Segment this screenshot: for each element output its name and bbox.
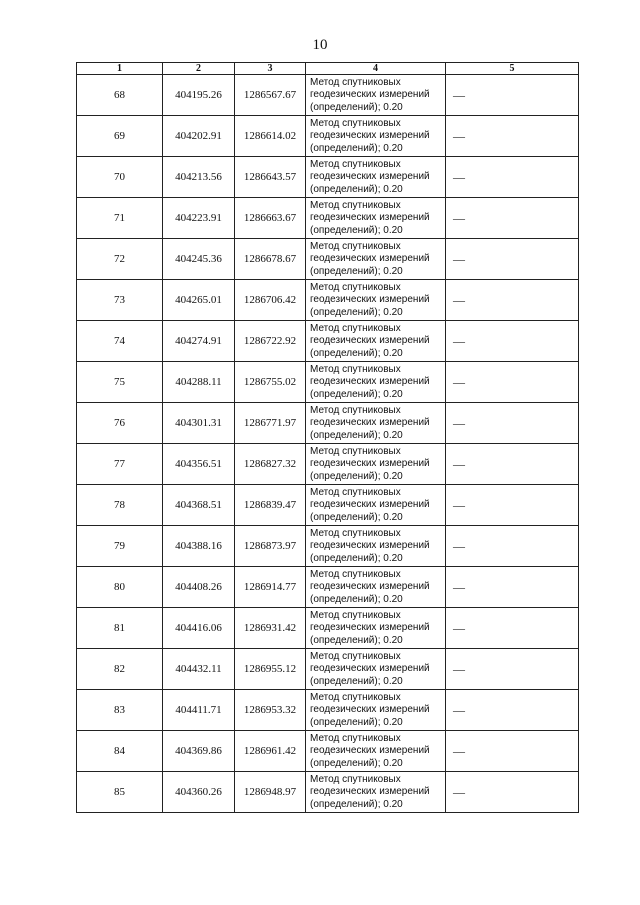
y-coordinate-cell: 1286663.67 [235,198,306,239]
y-coordinate-cell: 1286827.32 [235,444,306,485]
x-coordinate-cell: 404360.26 [163,772,235,813]
table-row [77,649,579,690]
note-cell: — [446,608,579,649]
note-cell: — [446,198,579,239]
column-header: 5 [446,63,579,75]
note-cell: — [446,280,579,321]
column-header: 1 [77,63,163,75]
column-header: 3 [235,63,306,75]
note-cell: — [446,772,579,813]
method-cell: Метод спутниковых геодезических измерений (определений); 0.20 [306,198,446,239]
point-number-cell: 84 [77,731,163,772]
point-number-cell: 75 [77,362,163,403]
point-number-cell: 73 [77,280,163,321]
x-coordinate-cell: 404265.01 [163,280,235,321]
table-row [77,280,579,321]
column-header: 2 [163,63,235,75]
y-coordinate-cell: 1286948.97 [235,772,306,813]
point-number-cell: 78 [77,485,163,526]
x-coordinate-cell: 404369.86 [163,731,235,772]
point-number-cell: 71 [77,198,163,239]
note-cell: — [446,731,579,772]
x-coordinate-cell: 404408.26 [163,567,235,608]
x-coordinate-cell: 404223.91 [163,198,235,239]
point-number-cell: 68 [77,75,163,116]
method-cell: Метод спутниковых геодезических измерений (определений); 0.20 [306,649,446,690]
method-cell: Метод спутниковых геодезических измерений (определений); 0.20 [306,403,446,444]
note-cell: — [446,116,579,157]
table-row [77,157,579,198]
y-coordinate-cell: 1286722.92 [235,321,306,362]
note-cell: — [446,403,579,444]
method-cell: Метод спутниковых геодезических измерений (определений); 0.20 [306,567,446,608]
column-header: 4 [306,63,446,75]
method-cell: Метод спутниковых геодезических измерений (определений); 0.20 [306,526,446,567]
y-coordinate-cell: 1286614.02 [235,116,306,157]
y-coordinate-cell: 1286643.57 [235,157,306,198]
table-row [77,608,579,649]
table-row [77,362,579,403]
x-coordinate-cell: 404213.56 [163,157,235,198]
point-number-cell: 69 [77,116,163,157]
coordinates-table [76,62,579,813]
y-coordinate-cell: 1286914.77 [235,567,306,608]
x-coordinate-cell: 404274.91 [163,321,235,362]
method-cell: Метод спутниковых геодезических измерений (определений); 0.20 [306,239,446,280]
note-cell: — [446,649,579,690]
table-row [77,403,579,444]
method-cell: Метод спутниковых геодезических измерений (определений); 0.20 [306,731,446,772]
y-coordinate-cell: 1286771.97 [235,403,306,444]
y-coordinate-cell: 1286873.97 [235,526,306,567]
method-cell: Метод спутниковых геодезических измерений (определений); 0.20 [306,75,446,116]
y-coordinate-cell: 1286706.42 [235,280,306,321]
point-number-cell: 76 [77,403,163,444]
table-row [77,321,579,362]
table-row [77,526,579,567]
table-row [77,690,579,731]
x-coordinate-cell: 404288.11 [163,362,235,403]
note-cell: — [446,690,579,731]
x-coordinate-cell: 404301.31 [163,403,235,444]
note-cell: — [446,485,579,526]
table-row [77,772,579,813]
method-cell: Метод спутниковых геодезических измерений (определений); 0.20 [306,321,446,362]
method-cell: Метод спутниковых геодезических измерений (определений); 0.20 [306,772,446,813]
page-number: 10 [312,37,328,53]
table-row [77,567,579,608]
y-coordinate-cell: 1286931.42 [235,608,306,649]
table-row [77,731,579,772]
note-cell: — [446,321,579,362]
x-coordinate-cell: 404202.91 [163,116,235,157]
method-cell: Метод спутниковых геодезических измерений (определений); 0.20 [306,157,446,198]
note-cell: — [446,157,579,198]
point-number-cell: 72 [77,239,163,280]
y-coordinate-cell: 1286755.02 [235,362,306,403]
method-cell: Метод спутниковых геодезических измерений (определений); 0.20 [306,485,446,526]
y-coordinate-cell: 1286955.12 [235,649,306,690]
table-header-row [77,63,579,75]
point-number-cell: 82 [77,649,163,690]
point-number-cell: 70 [77,157,163,198]
y-coordinate-cell: 1286567.67 [235,75,306,116]
point-number-cell: 77 [77,444,163,485]
table-row [77,198,579,239]
method-cell: Метод спутниковых геодезических измерений (определений); 0.20 [306,608,446,649]
table-row [77,116,579,157]
x-coordinate-cell: 404195.26 [163,75,235,116]
note-cell: — [446,239,579,280]
note-cell: — [446,567,579,608]
note-cell: — [446,444,579,485]
x-coordinate-cell: 404411.71 [163,690,235,731]
point-number-cell: 79 [77,526,163,567]
x-coordinate-cell: 404432.11 [163,649,235,690]
x-coordinate-cell: 404245.36 [163,239,235,280]
x-coordinate-cell: 404388.16 [163,526,235,567]
x-coordinate-cell: 404368.51 [163,485,235,526]
table-row [77,75,579,116]
method-cell: Метод спутниковых геодезических измерений (определений); 0.20 [306,280,446,321]
table-row [77,239,579,280]
y-coordinate-cell: 1286961.42 [235,731,306,772]
method-cell: Метод спутниковых геодезических измерений (определений); 0.20 [306,444,446,485]
note-cell: — [446,526,579,567]
y-coordinate-cell: 1286839.47 [235,485,306,526]
method-cell: Метод спутниковых геодезических измерений (определений); 0.20 [306,362,446,403]
table-row [77,444,579,485]
y-coordinate-cell: 1286953.32 [235,690,306,731]
x-coordinate-cell: 404416.06 [163,608,235,649]
note-cell: — [446,75,579,116]
y-coordinate-cell: 1286678.67 [235,239,306,280]
point-number-cell: 85 [77,772,163,813]
note-cell: — [446,362,579,403]
x-coordinate-cell: 404356.51 [163,444,235,485]
method-cell: Метод спутниковых геодезических измерений (определений); 0.20 [306,116,446,157]
point-number-cell: 74 [77,321,163,362]
point-number-cell: 80 [77,567,163,608]
point-number-cell: 83 [77,690,163,731]
method-cell: Метод спутниковых геодезических измерений (определений); 0.20 [306,690,446,731]
table-row [77,485,579,526]
point-number-cell: 81 [77,608,163,649]
